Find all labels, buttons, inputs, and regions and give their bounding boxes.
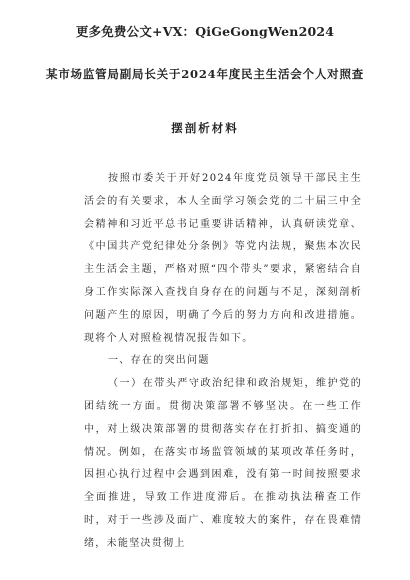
promo-banner: 更多免费公文+VX：QiGeGongWen2024 — [75, 24, 335, 39]
intro-paragraph: 按照市委关于开好2024年度党员领导干部民主生活会的有关要求，本人全面学习领会党的二十届三中全会精神和习近平总书记重要讲话精神，认真研读党章、《中国共产党纪律处分条例》等党内法规，聚焦本次民主生活会主题，严格对照“四个带头”要求，紧密结合自身工作实际深入查找自身存在的问题与不足，深刻剖析问题产生的原因，明确了今后的努力方向和改进措施。现将个人对照检视情况报告如下。 — [84, 173, 362, 344]
document-title-line1: 某市场监管局副局长关于2024年度民主生活会个人对照查 — [45, 67, 365, 81]
section-paragraph: （一）在带头严守政治纪律和政治规矩，维护党的团结统一方面。贯彻决策部署不够坚决。在一些工作中，对上级决策部署的贯彻落实存在打折扣、搞变通的情况。例如，在落实市场监管领域的某项改革任务时，因担心执行过程中会遇到困难，没有第一时间按照要求全面推进，导致工作进度滞后。在推动执法稽查工作时，对于一些涉及面广、难度较大的案件，存在畏难情绪，未能坚决贯彻上 — [84, 378, 362, 549]
document-title-line2: 摆剖析材料 — [171, 121, 239, 135]
section-heading: 一、存在的突出问题 — [108, 355, 210, 367]
document-body — [84, 168, 362, 556]
